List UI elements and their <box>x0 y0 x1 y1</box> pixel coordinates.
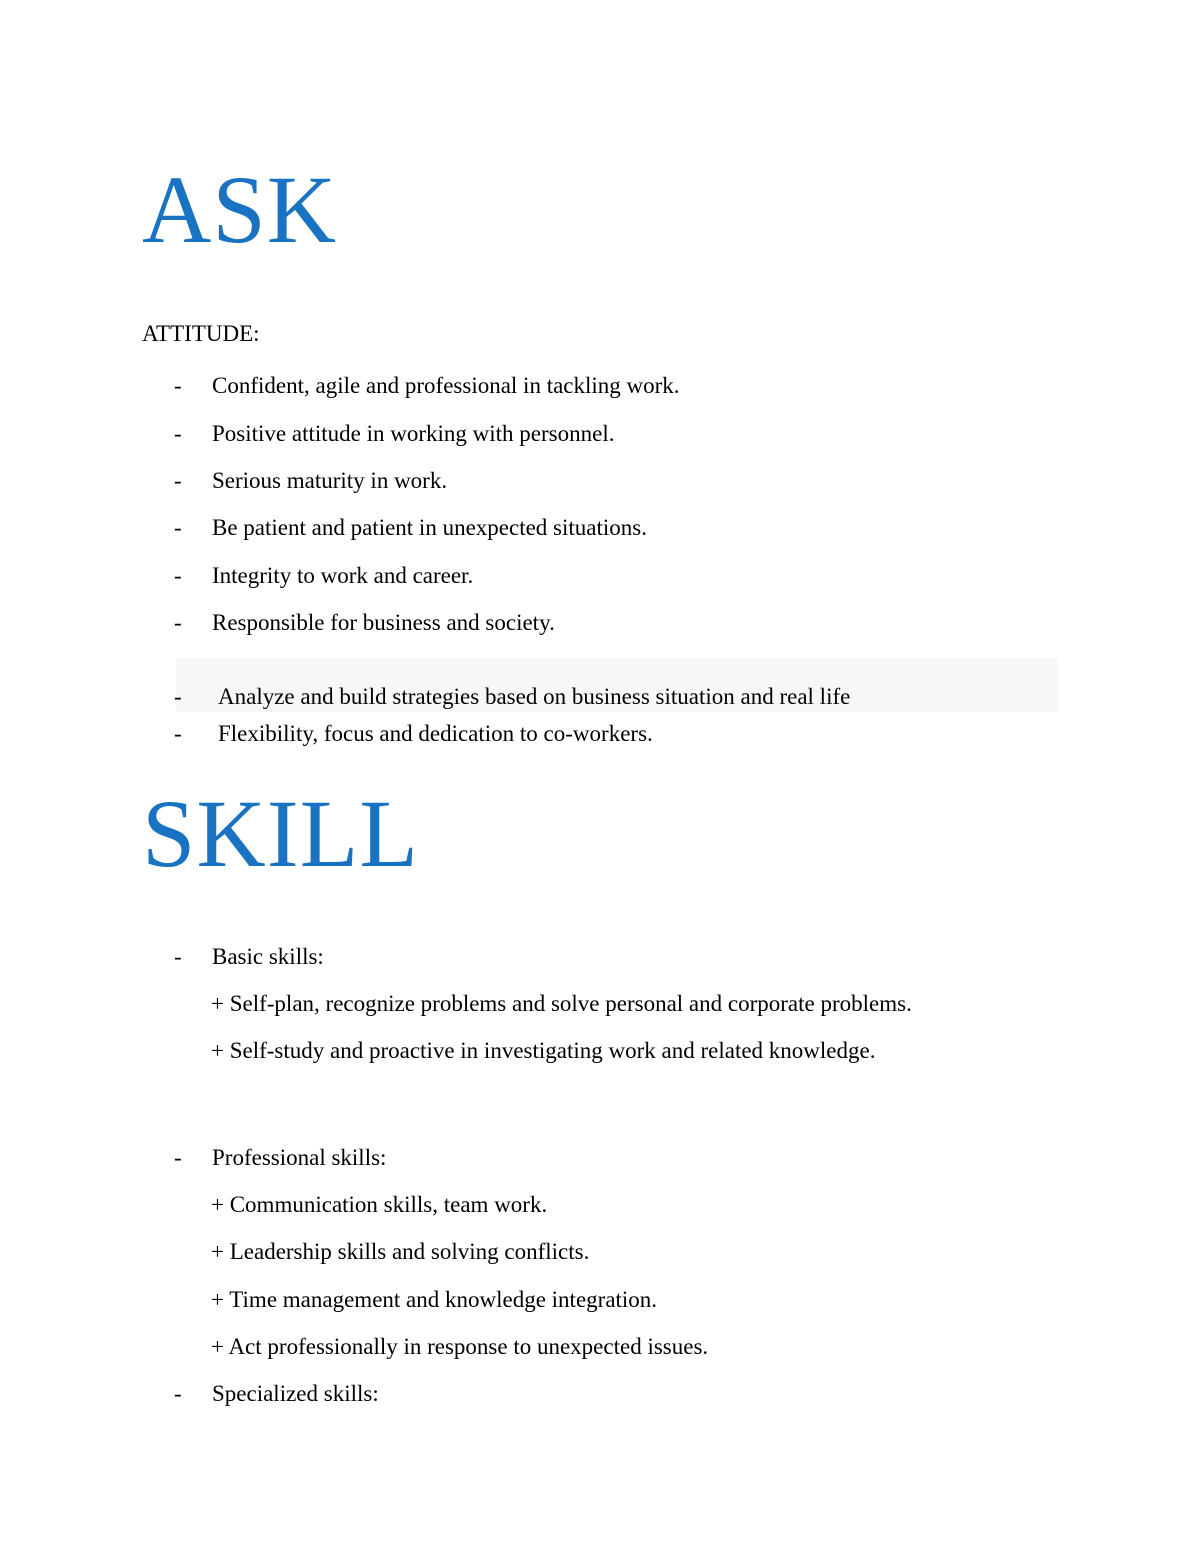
professional-skills-item <box>174 1145 386 1171</box>
attitude-extra-item <box>174 721 653 747</box>
basic-skills-item <box>174 944 324 970</box>
attitude-item-text: Serious maturity in work. <box>212 468 448 493</box>
bullet-dash: - <box>174 468 182 493</box>
attitude-item <box>174 610 555 636</box>
attitude-item <box>174 468 447 494</box>
professional-skill-subitem: + Act professionally in response to unexpected issues. <box>211 1334 709 1359</box>
attitude-item-text: Confident, agile and professional in tackling work. <box>212 373 680 398</box>
bullet-dash: - <box>174 1381 182 1406</box>
attitude-item <box>174 421 614 447</box>
attitude-item-text: Be patient and patient in unexpected situations. <box>212 515 647 540</box>
basic-skill-subitem: + Self-plan, recognize problems and solve personal and corporate problems. <box>211 991 912 1016</box>
attitude-item-text: Positive attitude in working with personnel. <box>212 421 615 446</box>
basic-skill-subitem: + Self-study and proactive in investigating work and related knowledge. <box>211 1038 876 1063</box>
bullet-dash: - <box>174 421 182 446</box>
bullet-dash: - <box>174 721 182 746</box>
bullet-dash: - <box>174 1145 182 1170</box>
professional-skill-subitem: + Time management and knowledge integration. <box>211 1287 658 1312</box>
bullet-dash: - <box>174 944 182 969</box>
attitude-item-text: Integrity to work and career. <box>212 563 474 588</box>
professional-skill-subitem: + Leadership skills and solving conflicts. <box>211 1239 590 1264</box>
attitude-item <box>174 515 647 541</box>
attitude-label: ATTITUDE: <box>142 321 260 346</box>
ask-heading: ASK <box>142 156 338 263</box>
attitude-item-text: Responsible for business and society. <box>212 610 555 635</box>
bullet-dash: - <box>174 610 182 635</box>
specialized-skills-label: Specialized skills: <box>212 1381 379 1406</box>
attitude-item-text: Flexibility, focus and dedication to co-workers. <box>218 721 653 746</box>
professional-skills-label: Professional skills: <box>212 1145 387 1170</box>
bullet-dash: - <box>174 373 182 398</box>
bullet-dash: - <box>174 563 182 588</box>
attitude-item-text: Analyze and build strategies based on business situation and real life <box>218 684 851 709</box>
attitude-extra-item <box>174 684 850 710</box>
bullet-dash: - <box>174 684 182 709</box>
specialized-skills-item <box>174 1381 379 1407</box>
bullet-dash: - <box>174 515 182 540</box>
attitude-item <box>174 563 473 589</box>
attitude-item <box>174 373 680 399</box>
skill-heading: SKILL <box>142 780 419 887</box>
professional-skill-subitem: + Communication skills, team work. <box>211 1192 548 1217</box>
basic-skills-label: Basic skills: <box>212 944 324 969</box>
